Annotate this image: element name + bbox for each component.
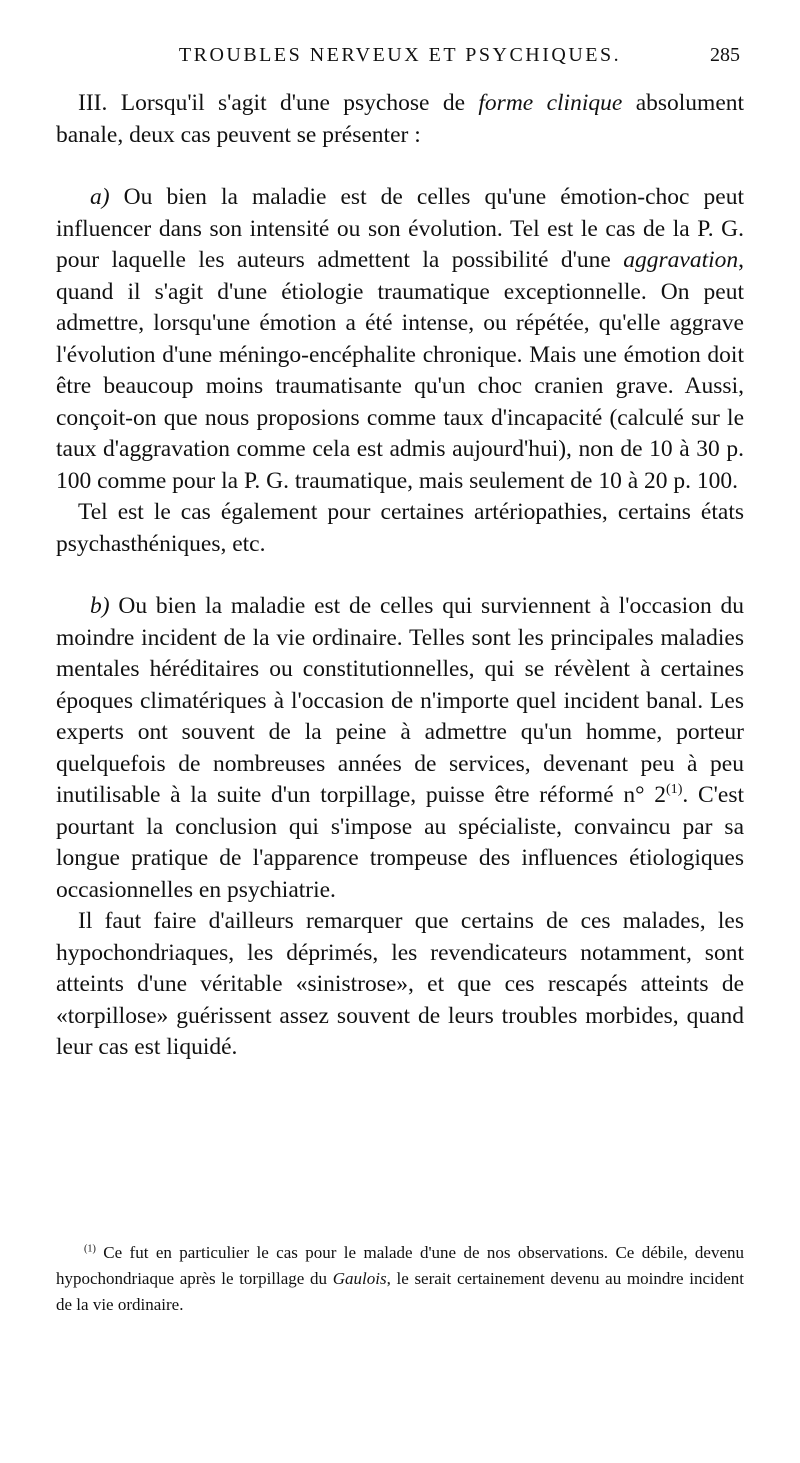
paragraph-text: . C'est pourtant la conclusion qui s'impose au spécialiste, convaincu par sa longue pratique de l'apparence trompeuse des influences étiologiques occasionnelles en psychiatrie. bbox=[56, 782, 744, 903]
body-text bbox=[56, 88, 744, 1064]
footnotes bbox=[56, 1240, 744, 1318]
paragraph-text: Ou bien la maladie est de celles qu'une émotion-choc peut influencer dans son intensité ou son évolution. Tel est le cas de la P. G. pour laquelle les auteurs admettent la possibilité d'une bbox=[56, 184, 744, 273]
footnote-ref: (1) bbox=[665, 781, 683, 798]
paragraph-sinistrose: Il faut faire d'ailleurs remarquer que certains de ces malades, les hypochondriaques, les déprimés, les revendicateurs notamment, sont atteints d'une véritable «sinistrose», et que ces rescapés atteints de «torpillose» guérissent assez souvent de leurs troubles morbides, quand leur cas est liquidé. bbox=[56, 908, 744, 1060]
case-label-a: a) bbox=[90, 184, 110, 210]
case-label-b: b) bbox=[90, 593, 110, 619]
paragraph-text: Ou bien la maladie est de celles qui surviennent à l'occasion du moindre incident de la vie ordinaire. Telles sont les principales maladies mentales héréditaires ou constitutionnelles, qui se révèlent à certaines époques climatériques à l'occasion de n'importe quel incident banal. Les experts ont souvent de la peine à admettre qu'un homme, porteur quelquefois de nombreuses années de services, devenant peu à peu inutilisable à la suite d'un torpillage, puisse être réformé n° 2 bbox=[56, 593, 744, 808]
footnote-text: , le serait certainement devenu au moindre incident de la vie ordinaire. bbox=[56, 1269, 744, 1314]
footnote-marker: (1) bbox=[84, 1243, 96, 1255]
paragraph-case-b bbox=[56, 591, 744, 906]
running-title: TROUBLES NERVEUX ET PSYCHIQUES. bbox=[178, 44, 622, 66]
paragraph-text: , quand il s'agit d'une étiologie traumatique exceptionnelle. On peut admettre, lorsqu'une émotion a été intense, ou répétée, qu'elle aggrave l'évolution d'une méningo-encéphalite chronique. Mais une émotion doit être beaucoup moins traumatisante qu'un choc cranien grave. Aussi, conçoit-on que nous proposions comme taux d'incapacité (calculé sur le taux d'aggravation comme cela est admis aujourd'hui), non de 10 à 30 p. 100 comme pour la P. G. traumatique, mais seulement de 10 à 20 p. 100. bbox=[56, 247, 745, 494]
footnote-text: Ce fut en particulier le cas pour le malade d'une de nos observations. Ce débile, devenu hypochondriaque après le torpillage du bbox=[56, 1243, 744, 1288]
footnote-1 bbox=[56, 1240, 744, 1318]
paragraph-case-a bbox=[56, 182, 744, 497]
emphasis-aggravation: aggravation bbox=[623, 247, 739, 273]
paragraph-tel-est: Tel est le cas également pour certaines artériopathies, certains états psychasthéniques, etc. bbox=[56, 499, 744, 557]
emphasis-forme-clinique: forme clinique bbox=[478, 90, 623, 116]
paragraph-text: absolument banale, deux cas peuvent se présenter : bbox=[56, 90, 745, 148]
running-head bbox=[60, 44, 740, 78]
section-number: III. bbox=[78, 90, 108, 116]
emphasis-gaulois: Gaulois bbox=[332, 1269, 387, 1288]
paragraph-section-iii bbox=[56, 88, 744, 151]
page-number: 285 bbox=[710, 44, 740, 66]
paragraph-text: Lorsqu'il s'agit d'une psychose de bbox=[120, 90, 465, 116]
